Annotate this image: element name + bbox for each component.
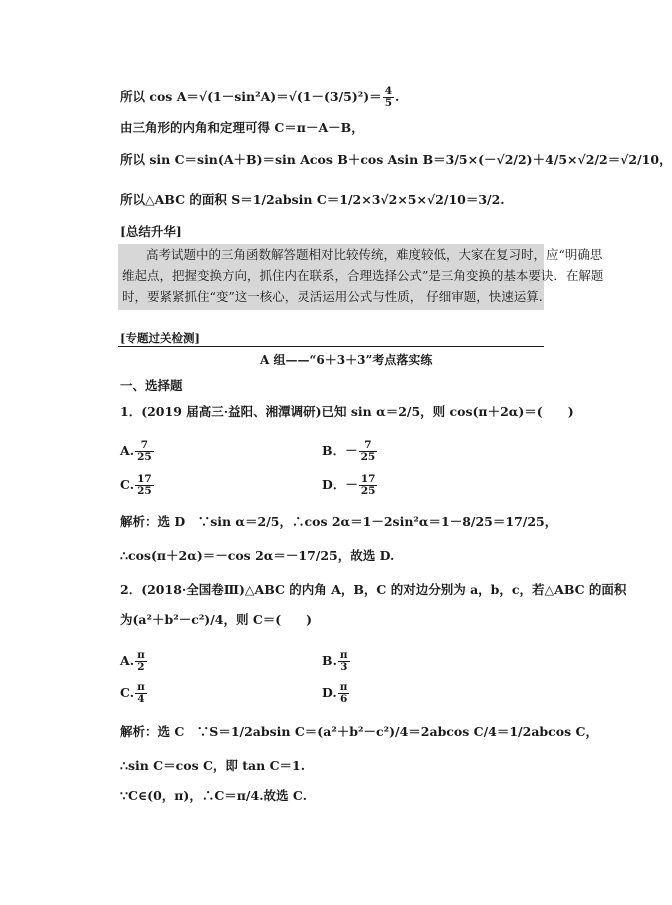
- num: π: [137, 649, 145, 661]
- q2-option-c: [120, 682, 148, 705]
- solution-line-4: [120, 192, 505, 208]
- part-title: 一、选择题: [120, 378, 183, 393]
- den: 5: [384, 97, 392, 109]
- q2-option-b: [322, 650, 351, 673]
- solution-line-2: 由三角形的内角和定理可得 C＝π－A－B，: [120, 120, 364, 135]
- q1-option-c: [120, 474, 155, 497]
- letter: D.: [322, 685, 337, 700]
- solution-line-3: [120, 152, 672, 168]
- q1-option-d: [322, 474, 378, 497]
- num: 4: [384, 85, 392, 97]
- letter: C.: [120, 477, 135, 492]
- fraction: [338, 682, 350, 705]
- sign: －: [345, 477, 358, 492]
- q2-analysis-2: ∴sin C＝cos C，即 tan C＝1.: [120, 758, 306, 773]
- q1-option-b: [322, 440, 378, 463]
- den: 25: [360, 451, 376, 463]
- letter: A.: [120, 443, 135, 458]
- fraction: [135, 682, 147, 705]
- q2-stem-2: 为(a²＋b²－c²)/4，则 C＝( ): [120, 612, 313, 627]
- text: 所以△ABC 的面积 S＝: [120, 192, 253, 207]
- q2-analysis-1: 解析：选 C ∵S＝1/2absin C＝(a²＋b²－c²)/4＝2abcos C/4＝1/2abcos C，: [120, 724, 598, 739]
- den: 3: [340, 661, 348, 673]
- letter: C.: [120, 685, 135, 700]
- den: 6: [339, 693, 348, 705]
- letter: D．: [322, 477, 346, 492]
- fraction: [359, 474, 378, 497]
- q2-analysis-3: ∵C∈(0，π)，∴C＝π/4.故选 C.: [120, 788, 307, 803]
- den: 25: [137, 451, 152, 463]
- fraction: [338, 650, 350, 673]
- letter: A.: [120, 653, 135, 668]
- summary-line-2: 维起点，把握变换方向，抓住内在联系，合理选择公式”是三角变换的基本要诀．在解题: [122, 268, 604, 283]
- q1-option-a: [120, 440, 155, 463]
- q2-option-d: [322, 682, 350, 705]
- summary-box: [118, 244, 604, 310]
- num: 17: [360, 473, 376, 485]
- q1-stem: 1．(2019 届高三·益阳、湘潭调研)已知 sin α＝2/5，则 cos(π＋2α)＝( ): [120, 404, 574, 419]
- fraction: [359, 440, 378, 463]
- solution-line-1: 所以 cos A＝√(1－sin²A)＝√(1－(3/5)²)＝ $\frac{4}{5}$ .: [120, 85, 400, 109]
- section-divider: [118, 346, 544, 347]
- den: 25: [360, 485, 376, 497]
- den: 4: [137, 693, 145, 705]
- section-tag: [专题过关检测]: [120, 331, 200, 345]
- sign: －: [345, 443, 358, 458]
- q1-analysis-1: 解析：选 D ∵sin α＝2/5，∴cos 2α＝1－2sin²α＝1－8/25＝17/25，: [120, 514, 558, 529]
- q2-stem-1: 2．(2018·全国卷Ⅲ)△ABC 的内角 A，B，C 的对边分别为 a，b，c，若△ABC 的面积: [120, 582, 627, 597]
- fraction: [135, 474, 154, 497]
- summary-line-1: 高考试题中的三角函数解答题相对比较传统，难度较低，大家在复习时，应“明确思: [146, 247, 603, 262]
- summary-heading: [总结升华]: [120, 224, 182, 239]
- letter: B.: [322, 653, 337, 668]
- num: π: [339, 649, 348, 661]
- den: 25: [137, 485, 152, 497]
- group-title: A 组——“6＋3＋3”考点落实练: [260, 353, 433, 367]
- num: π: [137, 681, 145, 693]
- text: 所以 cos A＝: [120, 89, 199, 104]
- text: 所以 sin C＝sin(A＋B)＝sin Acos B＋cos Asin B＝: [120, 152, 446, 167]
- formula: 1/2absin C＝1/2×3√2×5×√2/10＝3/2.: [252, 192, 505, 207]
- q2-option-a: [120, 650, 148, 673]
- formula: 3/5×(－√2/2)＋4/5×√2/2＝√2/10，: [445, 152, 672, 167]
- num: π: [339, 681, 348, 693]
- letter: B．: [322, 443, 346, 458]
- fraction: [383, 86, 394, 109]
- den: 2: [137, 661, 145, 673]
- summary-line-3: 时，要紧紧抓住“变”这一核心，灵活运用公式与性质， 仔细审题，快速运算.: [122, 289, 543, 304]
- num: 7: [359, 440, 378, 452]
- num: 17: [137, 473, 152, 485]
- q1-analysis-2: ∴cos(π＋2α)＝－cos 2α＝－17/25，故选 D.: [120, 548, 395, 563]
- formula: √(1－sin²A)＝√(1－(3/5)²)＝: [198, 89, 382, 104]
- num: 7: [135, 440, 154, 452]
- fraction: [135, 650, 147, 673]
- fraction: [135, 440, 154, 463]
